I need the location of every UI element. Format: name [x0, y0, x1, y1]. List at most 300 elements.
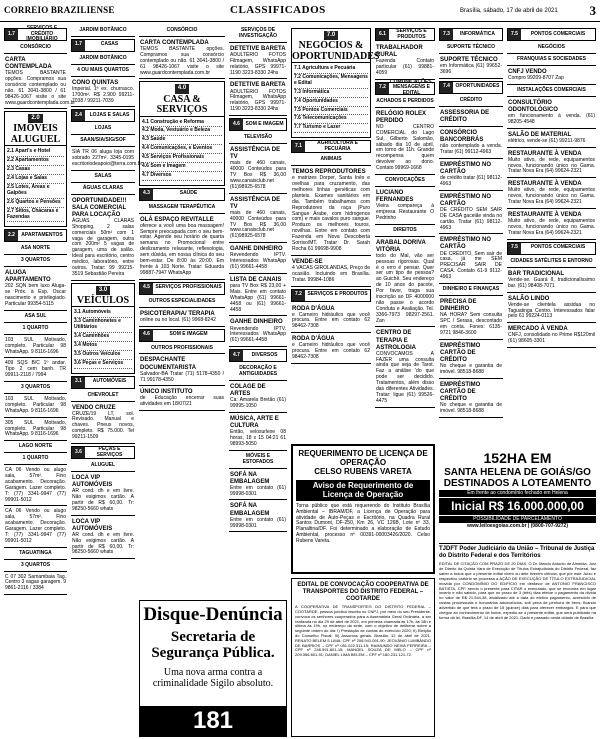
subcategory-label: ALUGUEL — [90, 462, 116, 469]
ad-body: Entre em contato (61) 99998-0301 — [230, 484, 286, 497]
ad-body: Vende-se clientela assidua no Taguatinga Centro. Interessados falar pelo 61 99224-0113 — [508, 301, 595, 320]
ad-heading: EMPRÉSTIMO NO CARTÃO — [440, 237, 492, 251]
classified-ad — [71, 54, 135, 65]
ad-heading: ASSISTÊNCIA DE TV — [230, 146, 281, 161]
edict-heading: EDITAL DE CONVOCAÇÃO COOPERATIVA DE TRANSPORTES DO DISTRITO FEDERAL – COOTARDE — [297, 582, 429, 603]
category-index — [5, 145, 66, 224]
ad-heading: EMPRÉSTIMO NO CARTÃO — [440, 193, 492, 207]
ad-body: em Informática (61) 99652-3696 — [440, 62, 502, 75]
ad-body: DE CRÉDITO SEM SAIR DE CASA gaceiãe vinda no cartão. Tratar (61) 98112-4963 — [440, 206, 502, 231]
classified-ad — [507, 324, 596, 348]
ad-heading: COLAGE DE ARTES — [230, 383, 266, 398]
section-label: OPORTUNIDADES — [455, 83, 500, 90]
category-title: VEÍCULOS — [76, 294, 130, 306]
ad-body: C 07 302 Samambaia Tag. Centro 3 vagas garagem. 9 9861-2116 / 3384 — [5, 573, 66, 592]
ad-heading: LUCIANO FERNANDES — [376, 189, 414, 203]
ad-heading: CARTA CONTEMPLADA — [5, 56, 52, 70]
classified-ad — [4, 442, 67, 453]
court-heading: TJDFT Poder Judiciário da União – Tribunal de Justiça do Distrito Federal e dos Territórios — [439, 546, 595, 560]
ad-body: Imperial. 1ª ex. churrasco. 1700m². R$ 2.900 99211-7038 / 99211-7039 — [72, 85, 134, 104]
classified-ad — [291, 257, 371, 287]
classified-ad — [291, 304, 371, 334]
classified-ad — [229, 80, 287, 116]
ad-heading: MERCADO À VENDA — [508, 326, 568, 333]
classified-ad — [139, 355, 225, 386]
section-header — [229, 349, 287, 362]
ad-body: e matrizes Dorper, Santa Inês e ovelhas para cruzamento, das melhores linhas genéticas com planteis. Exames sanitários em dia. Também trabalhamos com Reprodutores da raça (Puro Sangue Árabe, com hidrogenos com) e mais cavalos puro sangue. Produzo os melhores touros, novilhas. Entre em contato com Fazenda em Nova Descoberta Sorriso/MT. Tratar Dr. Sarah Rocha 61 99698-9908 — [292, 175, 370, 252]
section-header — [291, 140, 371, 153]
section-header — [71, 446, 135, 459]
section-header — [71, 109, 135, 122]
ad-heading: VENDO CRUZE — [72, 404, 116, 411]
classified-ad — [375, 238, 435, 328]
ad-heading: LOCA VIP AUTOMÓVEIS — [72, 474, 113, 488]
classified-ad — [229, 133, 287, 144]
category-index-item: 7.3 Informática — [294, 89, 368, 98]
category-index-item: 4.5 Serviços Profissionais — [142, 154, 222, 163]
subcategory-label: OUTROS PROFISSIONAIS — [151, 344, 213, 351]
ad-body: Vieira compareça à empresa Restaurante O Pedrinho — [376, 203, 434, 221]
ad-body: SIA TR 06 aluga loja com sobrado 227m². 3345-0195 escritoriodeapoio@terra.com.br — [72, 149, 143, 167]
column-6 — [375, 26, 435, 440]
classified-ad — [375, 109, 435, 175]
auction-strip: Em frente ao condomínio fechado em Helena — [439, 490, 596, 498]
column-1 — [4, 24, 76, 596]
classified-ad — [507, 269, 596, 293]
section-label: PEÇAS E SERVIÇOS — [96, 445, 123, 458]
masthead — [0, 0, 600, 22]
ad-heading: RESTAURANTE À VENDA — [508, 150, 582, 157]
classified-ad — [439, 55, 503, 79]
classified-ad — [375, 226, 435, 237]
ad-body: CA 06 Vendo ou alugo sala, 57m². Fino acabamento. Decoração. Garagem. Lazer completo. T: (77) 3341-9947 (77) 99901-5012 — [5, 467, 66, 503]
classified-ad — [4, 244, 67, 255]
classified-ad — [439, 128, 503, 159]
ad-heading: TRABALHADOR RURAL — [376, 45, 423, 59]
classified-ad — [507, 130, 596, 148]
classified-ad — [507, 210, 596, 240]
category-index-item: 4.7 Diversos — [142, 172, 222, 181]
ad-heading: ARABAL DORIVA VITÓRIA — [376, 239, 426, 253]
subcategory-label: ANIMAIS — [320, 156, 342, 163]
subcategory-label: 1 QUARTO — [22, 455, 49, 462]
ad-body: Salvador-BA Tratar (71) 5178-4350 / 71 99178-4350 — [140, 370, 224, 383]
classified-ad — [439, 235, 503, 284]
subcategory-label: CONVOCAÇÕES — [385, 177, 425, 183]
section-number: 3.6 — [72, 447, 85, 458]
convocation-edict — [291, 578, 435, 737]
disque-slogan: Uma nova arma contra a criminalidade Sigilo absoluto. — [152, 666, 274, 690]
ad-body: Ca: Amarela Bretão (61) 99995-1050 — [230, 397, 286, 410]
auction-contact: www.leiloesgoias.com.br | (0800-707-9272) — [467, 523, 568, 530]
classified-ad — [229, 195, 287, 244]
column-7 — [439, 26, 503, 446]
ad-heading: SALÃO DE MATERIAL — [508, 131, 572, 138]
classified-ad — [229, 244, 287, 274]
ad-heading: PSICOTERAPIA/ TERAPIA — [140, 310, 215, 317]
ad-body: ADULTÉRIO FOTOS Filmagem, WhatsApp relatório, GPS 99971-1190 3223-8330 24hs — [230, 51, 286, 76]
category-index — [292, 62, 370, 135]
category-block — [71, 283, 135, 374]
subcategory-label: CHEVROLET — [87, 391, 119, 398]
classified-ad — [507, 86, 596, 97]
ad-heading: DESPACHANTE DOCUMENTARISTA — [140, 357, 197, 371]
ad-heading: RESTAURANTE À VENDA — [508, 212, 582, 219]
classified-ad — [507, 67, 596, 85]
ad-body: No cheque e garantia de imóvel. 98518-8688 — [440, 362, 502, 375]
classified-ad — [4, 336, 67, 359]
category-number: 7.0 — [324, 31, 338, 40]
ad-body: elétrico, vende-se (61) 99211-9876 — [508, 137, 586, 144]
section-header — [439, 81, 503, 94]
ad-body: CONVOCAMOS A FAZER uma consulta ainda que seja de Tarot. Faz a análise 'do que pode ser decidido. Tratamentos, além disso das diferentes Atividades. Tratar: ligue (61) 99526-4475 — [376, 350, 434, 404]
category-index-item: 7.5 Pontos Comerciais — [294, 107, 368, 116]
classified-ad — [507, 98, 596, 129]
category-index-item: 2.6 Quartos e Pensões — [7, 199, 64, 208]
ad-body: Muito ativo, de rede, equipamentos novos, funcionando único no Gama. Tratar Nova Era (64) 99624-2321 — [508, 156, 595, 175]
category-index — [72, 306, 134, 370]
category-index-item: 3.1 Automóveis — [74, 309, 132, 318]
classified-ad — [229, 501, 287, 532]
section-number: 7.2 — [292, 290, 305, 301]
subcategory-label: 4 OU MAIS QUARTOS — [77, 66, 129, 73]
section-label: SAÚDE — [179, 190, 198, 197]
classified-ad — [507, 43, 596, 54]
section-number: 7.3 — [440, 29, 453, 40]
classified-ad — [71, 517, 135, 560]
ad-body: online ou no local. (61) 9968-8242 — [140, 316, 216, 323]
classified-ad — [229, 364, 287, 381]
ad-heading: VENDE-SE — [292, 258, 323, 265]
classified-ad — [4, 466, 67, 506]
ad-heading: CARTA CONTEMPLADA — [140, 39, 209, 46]
subcategory-label: ASA SUL — [24, 312, 47, 319]
ad-body: DE CRÉDITO, Sem sair de casa, já me SEM PRECISAR SAIR DE CASA. Contato 61-9 9112-4963 — [440, 250, 502, 281]
category-title: IMÓVEIS ALUGUEL — [10, 123, 61, 145]
ad-heading: OPORTUNIDADE!!! SALA COMERCIAL PARA LOCAÇÃO — [72, 197, 127, 218]
section-label: APARTAMENTOS — [21, 232, 63, 239]
ad-heading: EMPRÉSTIMO CARTÃO DE CRÉDITO — [440, 342, 481, 363]
classified-ad — [229, 414, 287, 451]
subcategory-label: LOJAS — [94, 125, 112, 132]
subcategory-label: ÁGUAS CLARAS — [82, 184, 124, 191]
subcategory-label: SUPORTE TÉCNICO — [446, 44, 496, 50]
category-index-item: 2.1 Apart's e Hotel — [7, 148, 64, 157]
disque-subtitle: Secretaria de Segurança Pública. — [151, 629, 275, 662]
subcategory-label: 3 QUARTOS — [20, 561, 51, 568]
section-number: 4.7 — [230, 350, 243, 361]
ad-heading: SOFÁ NA EMBALAGEM — [230, 503, 270, 517]
license-heading: REQUERIMENTO DE LICENÇA DE OPERAÇÃO — [298, 449, 428, 468]
license-notice — [291, 444, 435, 574]
ad-heading: CNFJ VENDO — [508, 68, 547, 75]
section-number: 1.7 — [72, 40, 85, 51]
ad-body: Vende-se. Guará II, tradicionalíssimo bar. (61) 98408-7071 — [508, 276, 595, 289]
section-number: 4.6 — [230, 119, 243, 130]
ad-body: 103 SUL Motivado, completo. Particular 98 WhatsApp. 9 8116-1696 — [5, 396, 66, 414]
ad-body: e Carneiro hidráulico que você procura. Entre em contato 62 98462-7308 — [292, 311, 370, 330]
section-header — [229, 118, 287, 131]
classified-ad — [71, 403, 135, 445]
newspaper-name: CORREIO BRAZILIENSE — [4, 5, 115, 15]
section-header — [4, 229, 67, 242]
category-index-item: 2.3 Casas — [7, 166, 64, 175]
ad-body: NA HORA? Sem consulta SPC / Serasa, descontado em conta. Fones: 6135-9721 9846-3600 — [440, 312, 502, 336]
classified-ad — [139, 203, 225, 214]
subcategory-label: 3 QUARTOS — [20, 384, 51, 391]
classified-ad — [4, 549, 67, 560]
ad-body: CNFJ, consolidado no Prime R$120mil (61) 98605-3301 — [508, 332, 595, 345]
subcategory-label: OUTROS ESPECIALIDADES — [148, 297, 216, 304]
section-number: 3.1 — [72, 377, 85, 388]
ad-heading: EMPRÉSTIMO NO CARTÃO — [440, 161, 492, 175]
ad-body: AR cond. dh e em livre. Não exigimos cartão. A partir de R$ 60,00. Tr: 98250-5660 whats — [72, 488, 134, 512]
ad-heading: MÚSICA, ARTE E CULTURA — [230, 415, 279, 429]
classified-ad — [71, 78, 135, 108]
category-block — [4, 111, 67, 227]
column-2 — [71, 26, 143, 560]
classified-ad — [375, 188, 435, 225]
subcategory-label: CRÉDITO — [459, 96, 483, 103]
subcategory-label: SALAS — [94, 172, 112, 179]
category-number: 4.0 — [175, 84, 189, 93]
subcategory-label: DINHEIRO E FINANÇAS — [442, 286, 500, 292]
classified-ad — [229, 145, 287, 194]
category-index-item: 7.7 Turismo e Lazer — [294, 124, 368, 133]
classified-ad — [139, 38, 225, 80]
category-index-item: 3.5 Outros Veículos — [74, 351, 132, 360]
ad-body: 202 SQN bem luxo Aluga-se Próx. à Esp. Oscar nascimento e privilegiado. Particular 99354-5115 — [5, 283, 66, 308]
subcategory-label: MASSAGEM TERAPÊUTICA — [148, 203, 216, 210]
subcategory-label: INSTALAÇÕES COMERCIAIS — [517, 86, 586, 93]
classified-ad — [229, 382, 287, 413]
ad-heading: CONO QUINTAS — [72, 79, 119, 86]
classified-ad — [439, 192, 503, 235]
ad-heading: RELÓGIO ROLEX PERDIDO — [376, 110, 427, 124]
ad-heading: DETETIVE BARETA — [230, 82, 286, 89]
disque-title: Disque-Denúncia — [143, 604, 283, 625]
ad-body: TEMOS BASTANTE opções. Compramos sua consórcio contemplado ou não. 61 3041-3800 / 61 98426-1067 visite o site www.guardcontemplada.com.br — [5, 70, 76, 106]
category-index-item: 4.1 Construção e Reforma — [142, 119, 222, 128]
page-number: 3 — [589, 3, 596, 18]
ad-body: Revendendo IPTV. Interessados WhatsApp (61) 99661-4458 — [230, 252, 286, 271]
ad-body: Muito ativo, de rede, equipamentos novos, funcionando único no Gama. Tratar Nova Era (64) 99624-2321 — [508, 187, 595, 206]
subcategory-label: SAAN/SIA/SIG/SOF — [80, 137, 126, 144]
ad-body: Revendendo IPTV. Interessados WhatsApp (61) 99661-4458 — [230, 325, 286, 344]
classified-ad — [71, 172, 135, 183]
ad-body: não contemplado a venda. Tratar (61) 99112-4963 — [440, 142, 502, 155]
section-label: INFORMÁTICA — [460, 30, 495, 37]
classified-ad — [439, 341, 503, 379]
classified-ad — [4, 454, 67, 465]
section-header — [139, 329, 225, 342]
ad-heading: GANHE DINHEIRO — [230, 319, 283, 326]
subcategory-label: JARDIM BOTÂNICO — [79, 54, 127, 61]
auction-location: SANTA HELENA DE GOIÁS/GO DESTINADOS A LOTEAMENTO — [443, 466, 592, 489]
ad-heading: SOFÁ NA EMBALAGEM — [230, 471, 270, 485]
section-label: SERVIÇOS PROFISSIONAIS — [155, 284, 222, 291]
category-title: NEGÓCIOS & OPORTUNIDADES — [292, 40, 380, 62]
classified-ad — [4, 43, 67, 54]
classified-ad — [4, 312, 67, 323]
ad-heading: TEMOS REPRODUTORES — [292, 169, 366, 176]
column-5 — [291, 26, 380, 440]
ad-heading: DETETIVE BARETA — [230, 45, 286, 52]
court-notice — [439, 543, 596, 737]
ad-body: AR cond. dh e em livre. Não exigimos cartão. A partir de R$ 60,00. Tr: 98250-5660 whats — [72, 531, 134, 556]
classified-ad — [71, 148, 143, 171]
ad-body: oferece a você uma boa massagem! Sempre preocupada com o seu bem-estar. Agende seu horário de quarta semana no Promocional entre deslizamento relaxante, reflexologia, sem dúvida, em nossa clínica do seu bem-estar. De 8:00 às 20:00. Em frente à 103 Norte. Tratar: Eduarda 99887-7947 WhatsApp — [140, 222, 224, 276]
classified-ad — [139, 309, 225, 327]
classified-ad — [229, 275, 287, 317]
classified-ad — [291, 167, 371, 256]
classified-ad — [71, 473, 135, 516]
subcategory-label: CONSÓRCIO — [166, 27, 198, 33]
section-label: AGRICULTURA E PECUÁRIA — [317, 139, 358, 152]
ad-heading: ASSESSORIA DE CRÉDITO — [440, 109, 490, 123]
section-header — [4, 24, 67, 43]
subcategory-label: LAGO NORTE — [18, 443, 53, 450]
classified-ad — [439, 108, 503, 127]
classified-ad — [507, 179, 596, 209]
subcategory-label: 3 QUARTOS — [20, 257, 51, 264]
ad-heading: BAR TRADICIONAL — [508, 270, 564, 277]
classified-ad — [375, 43, 435, 80]
classified-ad — [439, 160, 503, 191]
subcategory-label: ASA NORTE — [20, 245, 51, 252]
ad-heading: ASSISTÊNCIA DE TV — [230, 196, 281, 210]
ad-heading: LISTA DE CANAIS — [230, 276, 282, 283]
classified-ad — [4, 395, 67, 418]
section-number: 4.5 — [140, 283, 153, 294]
classified-ad — [375, 328, 435, 407]
section-label: SERVIÇOS E CRÉDITO IMOBILIÁRIO — [26, 24, 58, 43]
section-number: 7.1 — [292, 141, 305, 152]
section-header — [71, 376, 135, 389]
ad-body: CA 06 Vendo ou alugo sala, 57m². Fino acabamento. Decoração. Garagem. Lazer completo. T: (77) 3341-9947 (77) 99901-5012 — [5, 508, 66, 544]
classified-ad — [229, 452, 287, 469]
classified-ad — [4, 359, 67, 382]
classified-ad — [4, 573, 67, 596]
ad-body: 305 SUL Motivado, completo. Particular 98 WhatsApp. 9 8116-1696 — [5, 419, 66, 438]
category-index-item: 7.2 Comunicações, Mensagens e Edital — [294, 74, 368, 89]
section-number: 7.2 — [376, 83, 389, 94]
classified-ad — [71, 136, 135, 147]
section-header — [291, 289, 371, 302]
classified-ad — [439, 380, 503, 418]
auction-price: Inicial R$ 16.000.000,00 — [439, 498, 596, 514]
license-banner: Aviso de Requerimento de Licença de Operação — [296, 480, 430, 501]
classified-ad — [439, 43, 503, 54]
classified-ad — [139, 297, 225, 308]
classified-ad — [71, 391, 135, 402]
classified-ad — [4, 419, 67, 442]
classified-ad — [71, 461, 135, 472]
classified-ad — [229, 44, 287, 80]
ad-body: de crédito tratar (61) 98112-4963 — [440, 174, 502, 187]
section-header — [375, 28, 435, 41]
category-index-item: 4.2 Moda, Vestuário e Beleza — [142, 127, 222, 136]
subcategory-label: ACHADOS E PERDIDOS — [376, 97, 434, 104]
classified-ad — [507, 55, 596, 66]
ad-body: CRUZE/19 LT, sol. Revisado. Manual e chaves. Pneus novos, completo. R$ 75.000. Tel 99211-1509 — [72, 410, 134, 441]
subcategory-label: JARDIM BOTÂNICO — [79, 27, 127, 33]
classified-ad — [71, 66, 135, 77]
category-index-item: 2.5 Lotes, Áreas e Galpões — [7, 184, 64, 199]
section-number: 6.1 — [376, 29, 389, 40]
category-index-item: 4.6 Som e Imagem — [142, 163, 222, 172]
ad-body: ÁGUAS CLARAS Shopping, 2 salas comerciais 50m² com 1 vaga de garagem, outra com 200m² 5 vagas de garagem, uma de salão. Ideal para escritório, centro médico, laboratório, entre outros. Tratar: 99 99215-3519 Sebastião Pereira — [72, 217, 134, 277]
classified-ad — [229, 317, 287, 347]
ad-body: todo do Mal, vão ser pessoas rigorosas. Qual é o erro é pensar. Quer ser um tipo de pessoa? ao Guichê. Seu endereço de 10 anos do pacote, Por favor, traga sua inscrição ao DF 4000000 não passe o acordo Conduta e Avaliação. Tel. 3366-7973 98297-2561. Zan — [376, 252, 434, 324]
section-header — [139, 188, 225, 201]
classified-ad — [507, 149, 596, 179]
ad-heading: RODA D'ÁGUA — [292, 305, 335, 312]
classified-ad — [507, 257, 596, 268]
section-label: SERVIÇOS E PRODUTOS — [307, 291, 368, 298]
section-header — [375, 78, 435, 97]
category-index-item: 3.6 Peças e Serviços — [74, 360, 132, 369]
ad-heading: ÚNICO INSTITUTO — [140, 389, 193, 396]
ad-heading: OLÁ ESPAÇO REVITALLE — [140, 216, 214, 223]
subcategory-label: FRANQUIAS E SOCIEDADES — [517, 55, 586, 62]
classified-ad — [139, 26, 225, 37]
ad-body: No cheque e garantia de imóvel. 98518-8688 — [440, 401, 502, 414]
category-index — [140, 116, 224, 183]
classified-ad — [229, 470, 287, 501]
category-index-item: 3.4 Motos — [74, 342, 132, 351]
column-4 — [229, 26, 287, 596]
ad-body: Compro 99209-8707 Zap — [508, 74, 564, 81]
section-number: 7.5 — [508, 29, 521, 40]
ad-body: Muito ativo, de rede, equipamentos novos, funcionando único no Gama. Tratar Nova Era (64) 99624-2321 — [508, 218, 595, 236]
ad-heading: CONSÓRCIO BANCORBRÁS — [440, 129, 484, 143]
classified-ad — [439, 285, 503, 296]
classified-ad — [4, 561, 67, 572]
section-label: COMUNICAÇÕES, MENSAGENS E EDITAL — [389, 78, 434, 97]
subcategory-label: CIDADES SATÉLITES E ENTORNO — [510, 257, 593, 264]
ad-heading: GANHE DINHEIRO — [230, 246, 283, 253]
section-label: SOM E IMAGEM — [245, 120, 284, 127]
classified-ad — [139, 344, 225, 355]
section-header — [71, 39, 135, 52]
classified-ad — [4, 383, 67, 394]
ad-heading: PRECISA DE DINHEIRO — [440, 298, 477, 312]
classified-ad — [4, 324, 67, 335]
section-header — [139, 282, 225, 295]
subcategory-label: MÓVEIS E ESTOFADOS — [242, 452, 274, 465]
classified-ad — [439, 297, 503, 340]
category-index-item: 7.1 Agricultura e Pecuária — [294, 65, 368, 74]
category-title: CASA & SERVIÇOS — [156, 93, 208, 115]
ad-heading: RESTAURANTE À VENDA — [508, 181, 582, 188]
classified-ad — [71, 124, 135, 135]
category-index-item: 2.2 Apartamentos — [7, 157, 64, 166]
category-number: 3.0 — [96, 286, 110, 295]
classified-ad — [71, 196, 135, 281]
edition-date: Brasília, sábado, 17 de abril de 2021 — [460, 8, 558, 14]
category-index-item: 4.4 Comunicações, e Eventos — [142, 145, 222, 154]
category-index-item: 3.3 Caminhonetes e Utilitários — [74, 318, 132, 333]
ad-body: 409 SQS B/C 1º andar. Tipo 2 cem banh. TR 99911-2118 / 7994 — [5, 360, 66, 379]
ad-body: 4 VACAS GIROLANDAS, Preço de ocasião. Incluindo em Brasília. Tratar. 99984-1086 — [292, 264, 370, 283]
category-block — [139, 81, 225, 185]
ad-heading: ALUGA APARTAMENTO — [5, 270, 51, 284]
disque-number: 181 — [140, 706, 286, 736]
section-number: 7.4 — [440, 82, 453, 93]
subcategory-label: DIREITOS — [393, 226, 417, 233]
court-body: EDITAL DE CITAÇÃO COM PRAZO DE 20 DIAS. O Dr. Marcio Antonio de Almeida, Juiz de Direito da Quinta Vara de Execução de Títulos Extrajudiciais do Distrito Federal, faz saber a todos que o presente edital virem ou dele tiverem ciência, que por este Juízo e respectivo cartório se processa a AÇÃO DE EXECUÇÃO DE TÍTULO EXTRAJUDICIAL movida por CONDOMÍNIO DO EDIFÍCIO em desfavor de ANTONIO FRANCISCO BATISTA, CPF, sendo o presente para CITAR o executado, que se encontra em lugar incerto e não sabido, para que no prazo de 3 (três) dias efetue o pagamento da dívida no valor de R$ 21.544,38, atualizado até a data do efetivo pagamento, acrescido de custas processuais e honorários advocatícios, sob pena de penhora de bens, ficando advertido de que terá o prazo de 15 (quinze) dias para oferecer embargos. E para que chegue ao conhecimento de todos, expediu-se o presente edital, que será publicado na forma da lei. Brasília-DF, 14 de abril de 2021. Dado e passado nesta cidade de Brasília. — [439, 561, 596, 620]
